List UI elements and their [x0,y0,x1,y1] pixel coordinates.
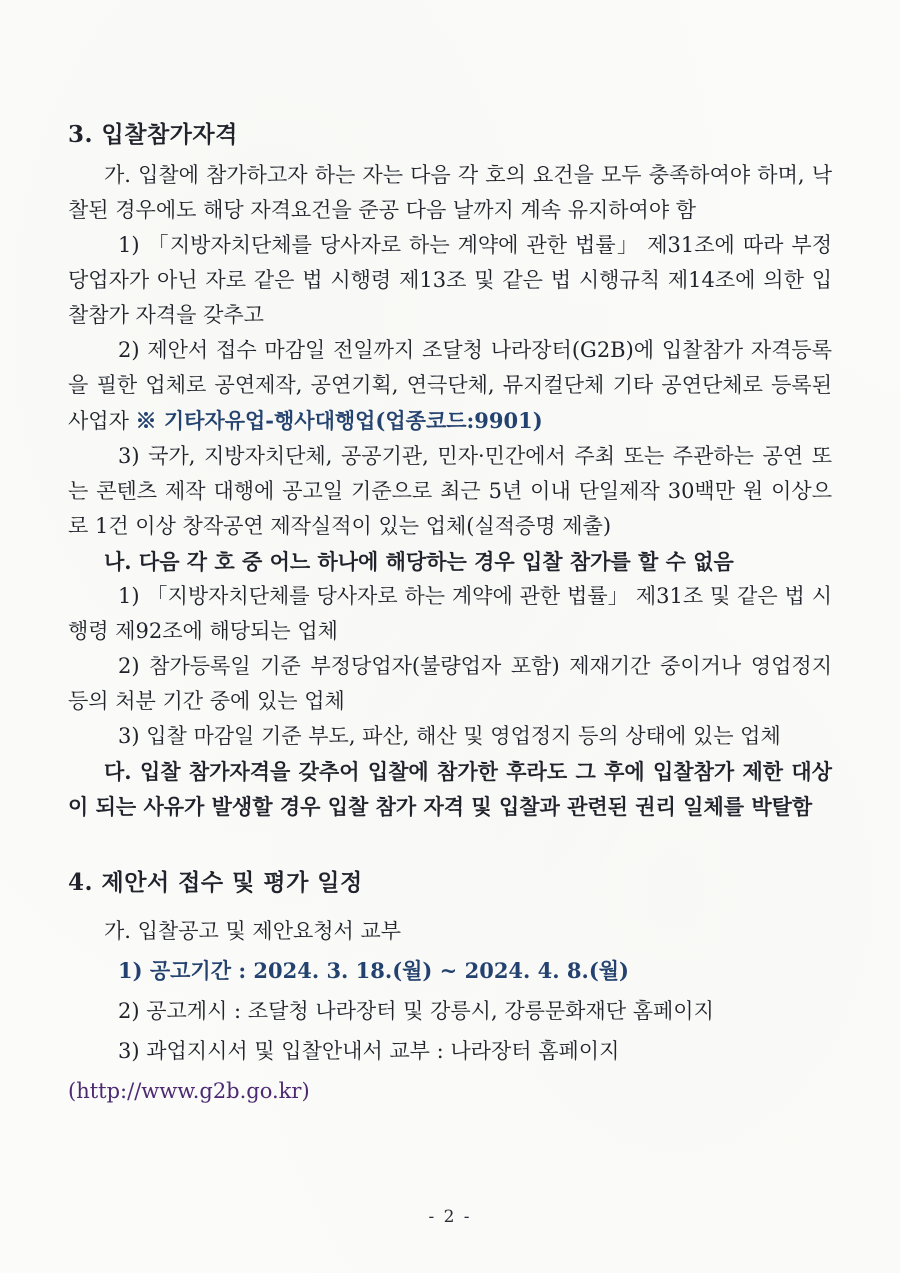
g2b-url-text: (http://www.g2b.go.kr) [68,1079,310,1103]
para-3-na: 나. 다음 각 호 중 어느 하나에 해당하는 경우 입찰 참가를 할 수 없음 [104,549,734,574]
section-proposal-schedule [68,864,832,1111]
para-3-ga: 가. 입찰에 참가하고자 하는 자는 다음 각 호의 요건을 모두 충족하여야 하며, 낙찰된 경우에도 해당 자격요건을 준공 다음 날까지 계속 유지하여야 함 [68,163,832,222]
para-3-na-item3: 3) 입찰 마감일 기준 부도, 파산, 해산 및 영업정지 등의 상태에 있는 업체 [118,724,781,748]
business-code-note: ※ 기타자유업-행사대행업(업종코드:9901) [135,408,543,433]
para-3-da: 다. 입찰 참가자격을 갖추어 입찰에 참가한 후라도 그 후에 입찰참가 제한 대상이 되는 사유가 발생할 경우 입찰 참가 자격 및 입찰과 관련된 권리 일체를 박탈함 [68,759,832,819]
section-4-title: 4. 제안서 접수 및 평가 일정 [68,869,363,896]
para-4-document-issue [68,1031,832,1111]
item2-body-text: 2) 제안서 접수 마감일 전일까지 조달청 나라장터(G2B)에 입찰참가 자격등록을 필한 업체로 공연제작, 공연기획, 연극단체, 뮤지컬단체 기타 공연단체로 등록된 사업자 [68,338,832,433]
item3-body-text: 3) 과업지시서 및 입찰안내서 교부 : 나라장터 홈페이지 [118,1039,620,1063]
para-4-ga: 가. 입찰공고 및 제안요청서 교부 [104,919,402,943]
para-4-notice-period: 1) 공고기간 : 2024. 3. 18.(월) ~ 2024. 4. 8.(월) [118,958,629,983]
para-3-ga-item2 [68,333,832,439]
para-3-na-item1: 1) 「지방자치단체를 당사자로 하는 계약에 관한 법률」 제31조 및 같은 법 시행령 제92조에 해당되는 업체 [68,584,832,643]
para-3-ga-item1: 1) 「지방자치단체를 당사자로 하는 계약에 관한 법률」 제31조에 따라 부정당업자가 아닌 자로 같은 법 시행령 제13조 및 같은 법 시행규칙 제14조에 의한 입찰참가 자격을 갖추고 [68,233,832,327]
document-body [68,116,832,1111]
section-bid-qualification [68,116,832,824]
para-3-ga-item3: 3) 국가, 지방자치단체, 공공기관, 민자·민간에서 주최 또는 주관하는 공연 또는 콘텐츠 제작 대행에 공고일 기준으로 최근 5년 이내 단일제작 30백만 원 이상으로 1건 이상 창작공연 제작실적이 있는 업체(실적증명 제출) [68,444,832,538]
section-3-title: 3. 입찰참가자격 [68,121,238,148]
para-3-na-item2: 2) 참가등록일 기준 부정당업자(불량업자 포함) 제재기간 중이거나 영업정지 등의 처분 기간 중에 있는 업체 [68,654,832,713]
para-4-notice-posting: 2) 공고게시 : 조달청 나라장터 및 강릉시, 강릉문화재단 홈페이지 [118,999,714,1023]
page-number: - 2 - [428,1207,472,1227]
